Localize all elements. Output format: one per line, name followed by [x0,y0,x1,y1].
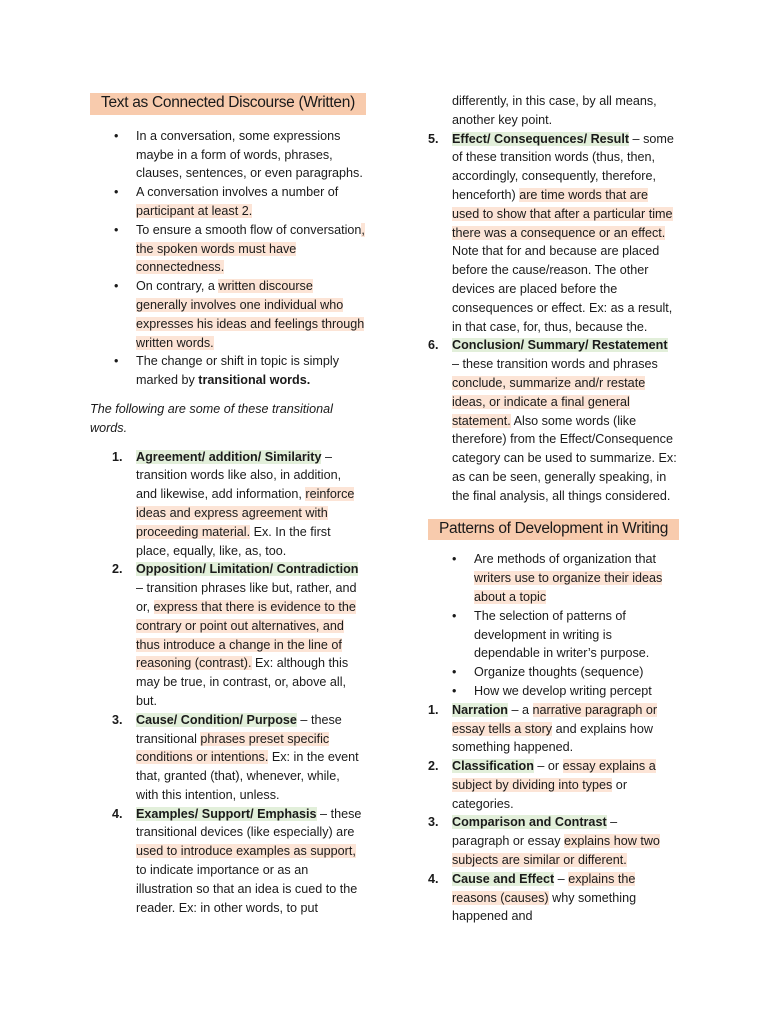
list-item: 5. Effect/ Consequences/ Result – some of these transition words (thus, then, accordingly, consequently, therefore, henceforth) are time words that are used to show that after a particular time there was a consequence or an effect. Note that for and because are placed before the cause/reason. The other devices are placed before the consequences or effect. Ex: as a result, in that case, for, thus, because the. [428,131,674,334]
pattern-label: Classification [452,759,534,774]
transition-types-list [90,448,365,918]
category-label: Effect/ Consequences/ Result [452,131,630,146]
right-column [428,0,678,926]
category-label: Cause/ Condition/ Purpose [136,712,297,727]
highlight: are time words that are used to show that after a particular time there was a consequence or an effect. [452,187,673,240]
pattern-label: Narration [452,702,508,717]
highlight: participant at least 2. [136,203,253,218]
list-item: • How we develop writing percept [428,682,678,701]
list-item: • Organize thoughts (sequence) [428,663,678,682]
category-label: Agreement/ addition/ Similarity [136,449,322,464]
patterns-bullet-list [428,550,678,700]
highlight: reinforce ideas and express agreement with proceeding material. [136,487,355,539]
highlight: conclude, summarize and/r restate ideas, or indicate a final general statement. [452,375,646,428]
list-item: 6. Conclusion/ Summary/ Restatement – these transition words and phrases conclude, summarize and/r restate ideas, or indicate a final general statement. Also some words (like therefore) from the Effect/Consequence category can be used to summarize. Ex: as can be seen, generally speaking, in the final analysis, all things considered. [428,338,677,503]
category-label: Examples/ Support/ Emphasis [136,806,317,821]
category-label: Opposition/ Limitation/ Contradiction [136,562,359,577]
highlight: explains the reasons (causes) [452,871,636,905]
item-number: 1. [428,702,439,717]
item-number: 4. [428,871,439,886]
highlight: , the spoken words must have connectedness. [136,222,365,275]
list-item: 4. Examples/ Support/ Emphasis – these transitional devices (like especially) are used to introduce examples as support, to indicate importance or as an illustration so that an idea is cued to the reader. Ex: in other words, to put [112,806,362,915]
item-number: 3. [112,712,123,727]
item-number: 2. [428,759,439,774]
item-number: 6. [428,338,439,353]
highlight: explains how two subjects are similar or different. [452,834,660,868]
list-item: • To ensure a smooth flow of conversation, the spoken words must have connectedness. [90,221,365,277]
list-item: 3. Comparison and Contrast – paragraph or essay explains how two subjects are similar or different. [428,815,660,868]
transition-types-list-continued [428,130,678,506]
list-item: 1. Agreement/ addition/ Similarity – transition words like also, in addition, and likewise, add information, reinforce ideas and express agreement with proceeding material. Ex. In the first place, equally, like, as, too. [112,449,355,558]
highlight: writers use to organize their ideas about a topic [474,571,663,604]
highlight: essay explains a subject by dividing into types [452,759,656,792]
list-item: 3. Cause/ Condition/ Purpose – these transitional phrases preset specific conditions or intentions. Ex: in the event that, granted (that), whenever, while, with this intention, unless. [112,712,359,802]
list-item: 2. Classification – or essay explains a subject by dividing into types or categories. [428,759,656,811]
item-number: 3. [428,815,439,830]
list-item: 1. Narration – a narrative paragraph or essay tells a story and explains how something happened. [428,702,658,755]
list-item: • On contrary, a written discourse generally involves one individual who expresses his ideas and feelings through written words. [90,277,365,352]
bold-term: transitional words. [198,373,311,388]
section-heading-patterns: Patterns of Development in Writing [428,519,679,541]
item-number: 4. [112,806,123,821]
list-item: • A conversation involves a number of participant at least 2. [90,183,365,221]
patterns-list [428,701,678,927]
highlight: narrative paragraph or essay tells a story [452,702,658,736]
section-heading-connected-discourse: Text as Connected Discourse (Written) [90,93,366,115]
discourse-bullet-list [90,127,365,390]
list-item: • Are methods of organization that writers use to organize their ideas about a topic [428,550,678,606]
list-item: • The change or shift in topic is simply marked by transitional words. [90,352,365,390]
item-number: 5. [428,131,439,146]
pattern-label: Comparison and Contrast [452,815,607,830]
highlight: written discourse generally involves one individual who expresses his ideas and feelings through written words. [136,279,365,350]
continued-text: differently, in this case, by all means, another key point. [452,94,657,127]
highlight: express that there is evidence to the contrary or point out alternatives, and thus introduce a change in the line of reasoning (contrast). [136,599,356,671]
left-column [90,0,365,917]
list-item: • The selection of patterns of development in writing is dependable in writer’s purpose. [428,607,678,663]
list-item: 4. Cause and Effect – explains the reasons (causes) why something happened and [428,871,637,924]
intro-paragraph: The following are some of these transitional words. [90,401,333,435]
list-item: 2. Opposition/ Limitation/ Contradiction – transition phrases like but, rather, and or, express that there is evidence to the contrary or point out alternatives, and thus introduce a change in the line of reasoning (contrast). Ex: although this may be true, in contrast, or, above all, but. [112,562,359,708]
category-label: Conclusion/ Summary/ Restatement [452,338,668,353]
item-number: 1. [112,449,123,464]
item-number: 2. [112,562,123,577]
list-item: • In a conversation, some expressions maybe in a form of words, phrases, clauses, sentences, or even paragraphs. [90,127,365,183]
highlight: phrases preset specific conditions or intentions. [136,731,330,765]
highlight: used to introduce examples as support, [136,844,356,859]
pattern-label: Cause and Effect [452,871,555,886]
